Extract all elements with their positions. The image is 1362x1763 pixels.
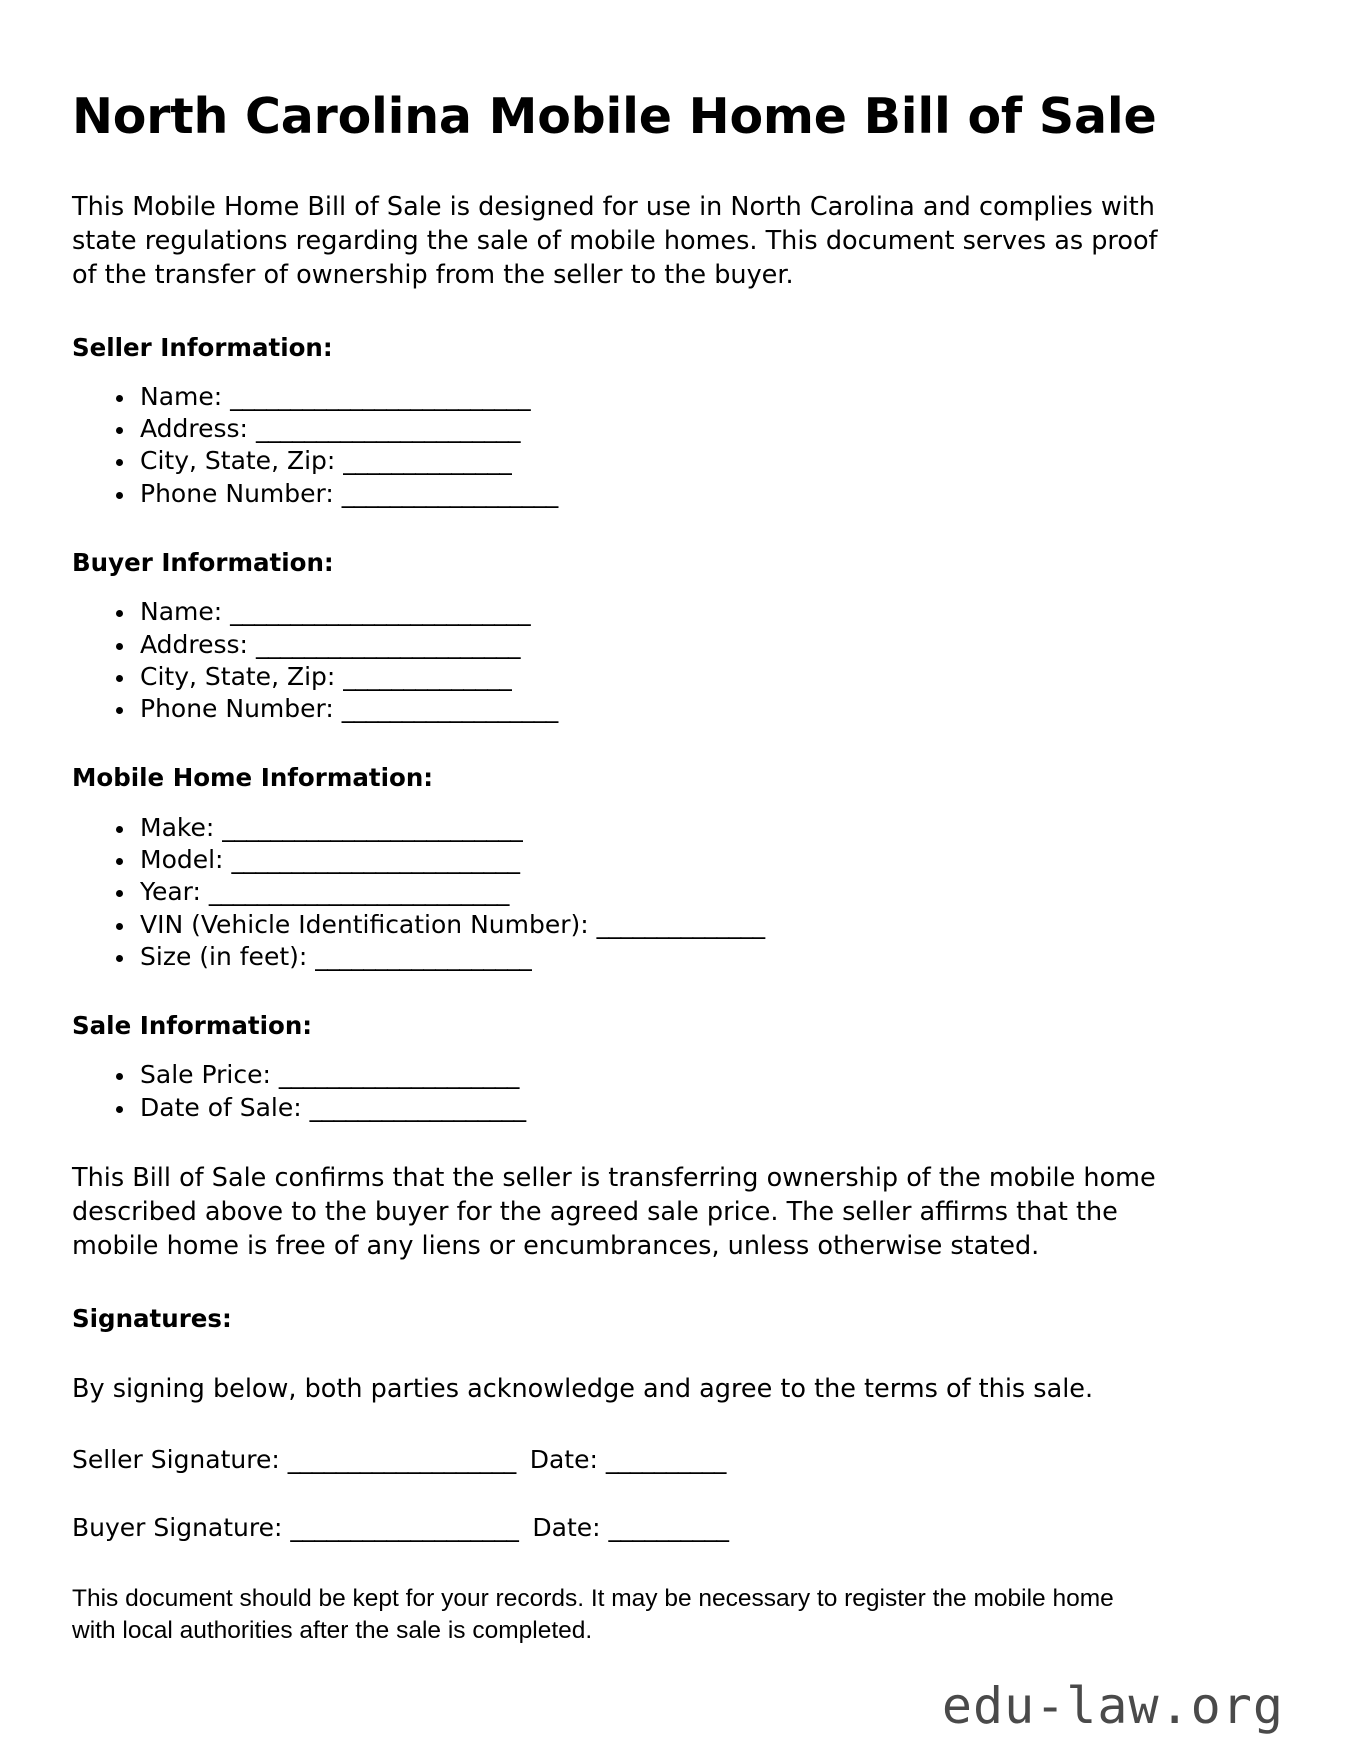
field-label: VIN (Vehicle Identification Number):	[140, 909, 589, 939]
field-label: Phone Number:	[140, 478, 334, 508]
list-item	[112, 446, 1290, 475]
field-label: Date of Sale:	[140, 1092, 302, 1122]
seller-date-label: Date:	[529, 1444, 598, 1474]
seller-field-list	[72, 382, 1290, 508]
list-item	[112, 910, 1290, 939]
field-label: Address:	[140, 629, 248, 659]
field-label: Address:	[140, 414, 248, 444]
page-title: North Carolina Mobile Home Bill of Sale	[72, 88, 1157, 145]
list-item	[112, 630, 1290, 659]
list-item	[112, 382, 1290, 411]
field-blank[interactable]: ______________	[343, 446, 512, 476]
field-label: Size (in feet):	[140, 941, 308, 971]
closing-paragraph: This document should be kept for your records. It may be necessary to register the mobile home with local authorities after the sale is completed.	[72, 1584, 1114, 1644]
seller-signature-label: Seller Signature:	[72, 1444, 280, 1474]
field-label: Phone Number:	[140, 694, 334, 724]
field-label: Name:	[140, 381, 223, 411]
field-blank[interactable]: __________________	[341, 694, 558, 724]
field-blank[interactable]: __________________	[315, 941, 532, 971]
seller-date-blank[interactable]: __________	[605, 1444, 726, 1474]
field-blank[interactable]: __________________	[341, 478, 558, 508]
section-heading-sale: Sale Information:	[72, 1011, 313, 1041]
field-label: Year:	[140, 877, 201, 907]
signatures-intro-paragraph: By signing below, both parties acknowledge and agree to the terms of this sale.	[72, 1374, 1094, 1405]
mobile-home-field-list	[72, 813, 1290, 971]
list-item	[112, 414, 1290, 443]
field-label: Model:	[140, 845, 224, 875]
list-item	[112, 662, 1290, 691]
list-item	[112, 694, 1290, 723]
list-item	[112, 942, 1290, 971]
buyer-signature-blank[interactable]: ___________________	[290, 1512, 519, 1542]
section-heading-mobile-home: Mobile Home Information:	[72, 763, 434, 793]
field-blank[interactable]: ________________________	[231, 845, 520, 875]
field-blank[interactable]: ______________________	[255, 414, 520, 444]
seller-signature-blank[interactable]: ___________________	[287, 1444, 516, 1474]
buyer-signature-label: Buyer Signature:	[72, 1512, 283, 1542]
field-blank[interactable]: __________________	[309, 1092, 526, 1122]
sale-field-list	[72, 1060, 1290, 1122]
buyer-date-blank[interactable]: __________	[608, 1512, 729, 1542]
field-blank[interactable]: _________________________	[222, 812, 523, 842]
list-item	[112, 1093, 1290, 1122]
field-label: Name:	[140, 597, 223, 627]
field-blank[interactable]: ______________________	[255, 629, 520, 659]
list-item	[112, 1060, 1290, 1089]
field-label: Make:	[140, 812, 215, 842]
field-blank[interactable]: ______________	[343, 661, 512, 691]
field-label: Sale Price:	[140, 1060, 271, 1090]
list-item	[112, 845, 1290, 874]
list-item	[112, 813, 1290, 842]
field-label: City, State, Zip:	[140, 446, 336, 476]
intro-paragraph: This Mobile Home Bill of Sale is designed for use in North Carolina and complies with state regulations regarding the sale of mobile homes. This document serves as proof of the transfer of ownership from the seller to the buyer.	[72, 191, 1158, 290]
seller-signature-line	[72, 1445, 1290, 1475]
section-heading-signatures: Signatures:	[72, 1303, 232, 1333]
section-heading-buyer: Buyer Information:	[72, 547, 334, 577]
field-label: City, State, Zip:	[140, 661, 336, 691]
section-heading-seller: Seller Information:	[72, 332, 333, 362]
list-item	[112, 877, 1290, 906]
field-blank[interactable]: _________________________	[230, 381, 531, 411]
field-blank[interactable]: ____________________	[278, 1060, 519, 1090]
confirmation-paragraph: This Bill of Sale confirms that the seller is transferring ownership of the mobile home described above to the buyer for the agreed sale price. The seller affirms that the mobile home is free of any liens or encumbrances, unless otherwise stated.	[72, 1162, 1156, 1261]
field-blank[interactable]: _________________________	[208, 877, 509, 907]
buyer-signature-line	[72, 1513, 1290, 1543]
list-item	[112, 479, 1290, 508]
buyer-date-label: Date:	[532, 1512, 601, 1542]
site-watermark: edu-law.org	[941, 1677, 1284, 1735]
field-blank[interactable]: _________________________	[230, 597, 531, 627]
buyer-field-list	[72, 597, 1290, 723]
field-blank[interactable]: ______________	[596, 909, 765, 939]
list-item	[112, 597, 1290, 626]
